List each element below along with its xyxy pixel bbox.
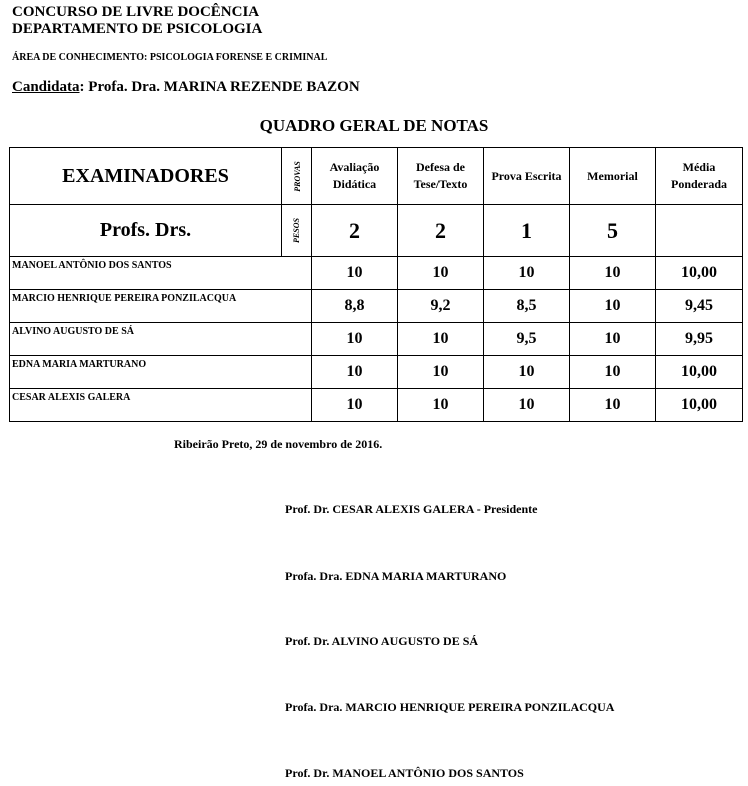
weight-4 xyxy=(656,205,743,257)
table-title: QUADRO GERAL DE NOTAS xyxy=(259,116,489,135)
weight-1: 2 xyxy=(398,205,484,257)
col-header-0: Avaliação Didática xyxy=(312,148,398,205)
provas-label: PROVAS xyxy=(282,148,312,205)
examiner-name: EDNA MARIA MARTURANO xyxy=(10,356,312,389)
department-title: DEPARTAMENTO DE PSICOLOGIA xyxy=(12,21,263,37)
weighted-average: 10,00 xyxy=(656,389,743,422)
score: 10 xyxy=(570,356,656,389)
score: 10 xyxy=(312,389,398,422)
pesos-label: PESOS xyxy=(282,205,312,257)
score: 10 xyxy=(570,323,656,356)
score: 10 xyxy=(312,356,398,389)
signature-line: Prof. Dr. CESAR ALEXIS GALERA - Presidente xyxy=(285,502,538,516)
weighted-average: 9,95 xyxy=(656,323,743,356)
examiner-name: ALVINO AUGUSTO DE SÁ xyxy=(10,323,312,356)
score: 10 xyxy=(398,356,484,389)
col-header-1: Defesa de Tese/Texto xyxy=(398,148,484,205)
date-line: Ribeirão Preto, 29 de novembro de 2016. xyxy=(174,437,383,451)
examiner-name: MARCIO HENRIQUE PEREIRA PONZILACQUA xyxy=(10,290,312,323)
score: 8,5 xyxy=(484,290,570,323)
table-row xyxy=(10,257,743,290)
table-row xyxy=(10,323,743,356)
contest-title: CONCURSO DE LIVRE DOCÊNCIA xyxy=(12,4,260,20)
score: 10 xyxy=(484,389,570,422)
score: 10 xyxy=(398,389,484,422)
weight-0: 2 xyxy=(312,205,398,257)
candidate-label: Candidata xyxy=(12,79,80,95)
score: 10 xyxy=(312,257,398,290)
col-header-2: Prova Escrita xyxy=(484,148,570,205)
table-row xyxy=(10,290,743,323)
col-header-3: Memorial xyxy=(570,148,656,205)
table-row xyxy=(10,356,743,389)
score: 9,5 xyxy=(484,323,570,356)
candidate-line xyxy=(12,79,360,96)
examiner-name: MANOEL ANTÔNIO DOS SANTOS xyxy=(10,257,312,290)
score: 10 xyxy=(312,323,398,356)
weighted-average: 10,00 xyxy=(656,257,743,290)
signature-line: Prof. Dr. MANOEL ANTÔNIO DOS SANTOS xyxy=(285,766,524,780)
table-row xyxy=(10,389,743,422)
score: 9,2 xyxy=(398,290,484,323)
score: 10 xyxy=(398,257,484,290)
profs-label: Profs. Drs. xyxy=(10,205,282,257)
signature-line: Profa. Dra. EDNA MARIA MARTURANO xyxy=(285,569,507,583)
candidate-name: : Profa. Dra. MARINA REZENDE BAZON xyxy=(79,79,360,95)
score: 10 xyxy=(398,323,484,356)
knowledge-area: ÁREA DE CONHECIMENTO: PSICOLOGIA FORENSE E CRIMINAL xyxy=(12,52,328,63)
weighted-average: 9,45 xyxy=(656,290,743,323)
score: 10 xyxy=(484,257,570,290)
score: 10 xyxy=(570,389,656,422)
score: 10 xyxy=(484,356,570,389)
signature-line: Prof. Dr. ALVINO AUGUSTO DE SÁ xyxy=(285,634,479,648)
weighted-average: 10,00 xyxy=(656,356,743,389)
weight-3: 5 xyxy=(570,205,656,257)
score: 8,8 xyxy=(312,290,398,323)
signature-line: Profa. Dra. MARCIO HENRIQUE PEREIRA PONZILACQUA xyxy=(285,700,615,714)
score: 10 xyxy=(570,290,656,323)
col-header-4: Média Ponderada xyxy=(656,148,743,205)
score: 10 xyxy=(570,257,656,290)
examiner-name: CESAR ALEXIS GALERA xyxy=(10,389,312,422)
grades-table xyxy=(9,147,743,422)
weight-2: 1 xyxy=(484,205,570,257)
examiners-header: EXAMINADORES xyxy=(10,148,282,205)
